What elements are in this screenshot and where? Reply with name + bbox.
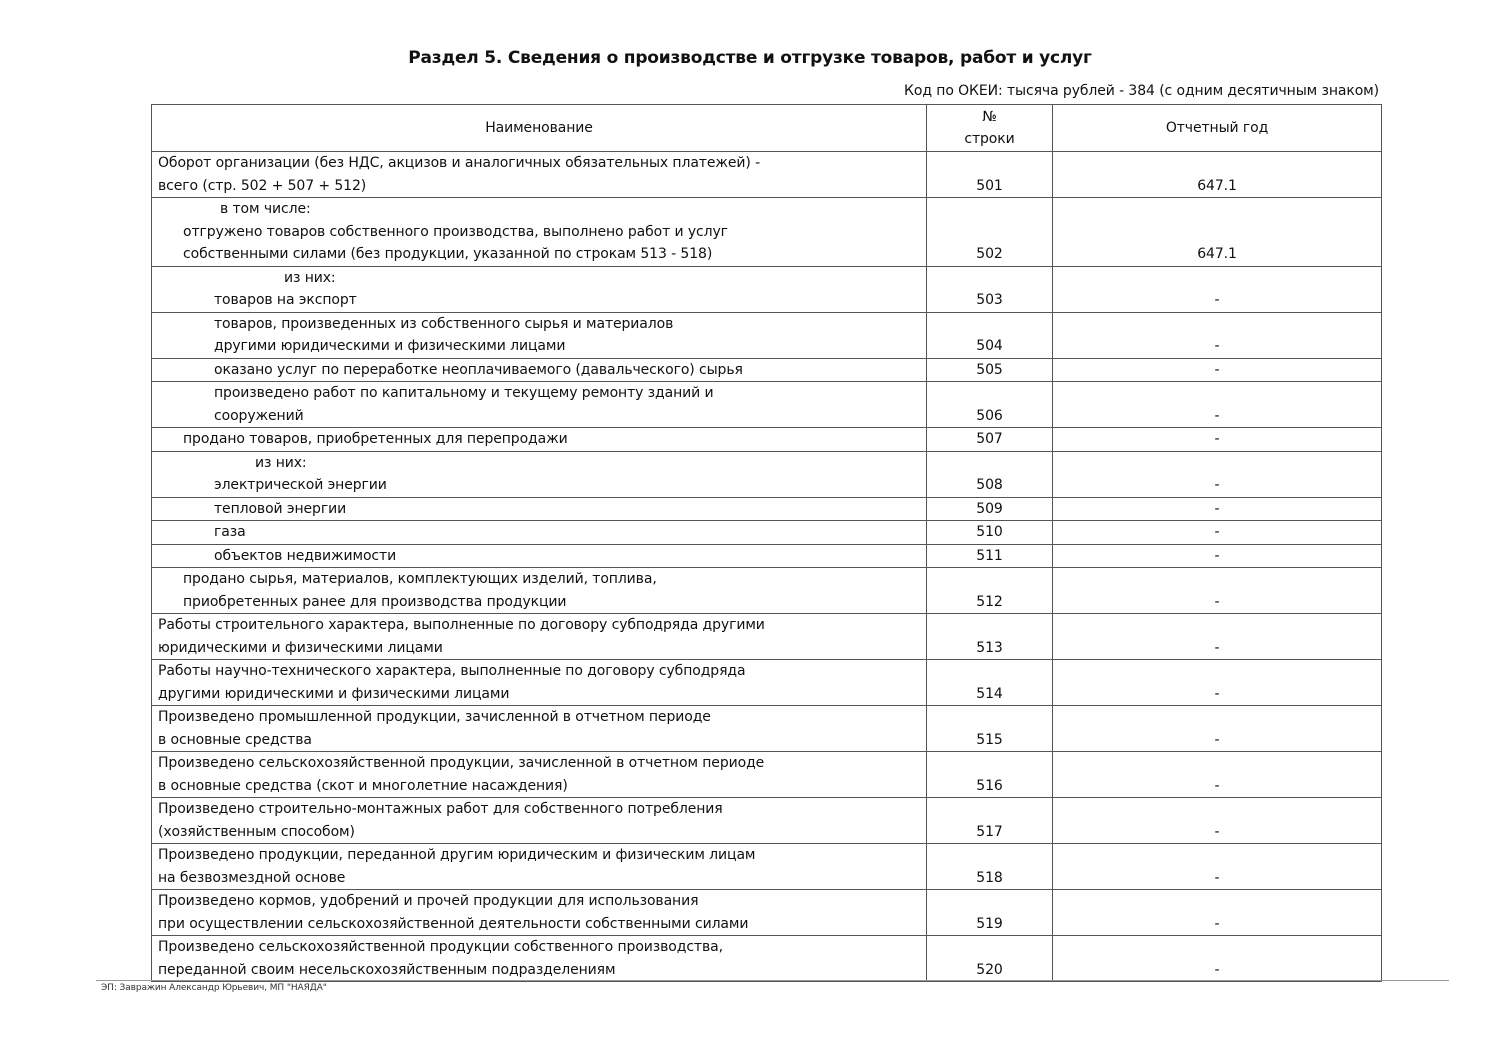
name-line: при осуществлении сельскохозяйственной деятельности собственными силами [158,915,749,932]
name-line: Оборот организации (без НДС, акцизов и аналогичных обязательных платежей) - [158,155,761,171]
row-number: 502 [927,198,1053,267]
name-line: Произведено промышленной продукции, зачисленной в отчетном периоде [158,709,711,725]
row-number: 508 [927,451,1053,497]
name-line: в основные средства (скот и многолетние насаждения) [158,777,568,794]
row-name [152,428,927,452]
header-reporting-year: Отчетный год [1053,105,1382,152]
header-number-sign: № [982,109,997,125]
name-line: Работы строительного характера, выполненные по договору субподряда другими [158,617,765,633]
row-name [152,798,927,844]
name-line: приобретенных ранее для производства продукции [183,593,567,610]
row-number: 507 [927,428,1053,452]
row-value: - [1053,752,1382,798]
row-value: - [1053,428,1382,452]
row-name [152,752,927,798]
row-value: - [1053,568,1382,614]
name-line: из них: [255,454,307,471]
row-name [152,497,927,521]
row-number: 505 [927,358,1053,382]
table-row [152,544,1382,568]
name-line: сооружений [214,407,304,424]
name-line: объектов недвижимости [214,547,397,564]
row-number: 515 [927,706,1053,752]
row-value: - [1053,451,1382,497]
name-line: газа [214,524,246,540]
name-line: Произведено строительно-монтажных работ для собственного потребления [158,801,723,817]
row-number: 511 [927,544,1053,568]
name-line: товаров на экспорт [214,292,357,308]
okei-unit-note: Код по ОКЕИ: тысяча рублей - 384 (с одним десятичным знаком) [904,83,1379,99]
table-row [152,358,1382,382]
row-number: 504 [927,312,1053,358]
table-row [152,890,1382,936]
table-header-row [152,105,1382,152]
row-value: - [1053,382,1382,428]
row-value: - [1053,844,1382,890]
row-number: 506 [927,382,1053,428]
row-number: 518 [927,844,1053,890]
electronic-signature-footer: ЭП: Завражин Александр Юрьевич, МП "НАЯДА" [101,983,327,993]
footer-divider [96,980,1449,981]
name-line: другими юридическими и физическими лицами [158,685,510,702]
name-line: в основные средства [158,731,312,748]
row-name [152,890,927,936]
row-number: 520 [927,936,1053,982]
row-number: 501 [927,152,1053,198]
row-name [152,358,927,382]
row-value: - [1053,798,1382,844]
row-value: - [1053,614,1382,660]
row-name [152,312,927,358]
row-number: 519 [927,890,1053,936]
name-line: (хозяйственным способом) [158,823,355,840]
table-row [152,198,1382,267]
name-line: другими юридическими и физическими лицами [214,338,566,354]
name-line: на безвозмездной основе [158,869,346,886]
row-name [152,382,927,428]
production-shipment-table [151,104,1382,982]
name-line: произведено работ по капитальному и текущему ремонту зданий и [214,385,714,401]
row-name [152,660,927,706]
name-line: товаров, произведенных из собственного сырья и материалов [214,315,674,332]
row-value: - [1053,266,1382,312]
name-line: всего (стр. 502 + 507 + 512) [158,177,367,194]
header-line-number [927,105,1053,152]
row-value: - [1053,497,1382,521]
name-line: Произведено сельскохозяйственной продукции собственного производства, [158,939,723,955]
row-name [152,844,927,890]
row-name [152,614,927,660]
row-number: 512 [927,568,1053,614]
row-value: - [1053,521,1382,545]
table-row [152,152,1382,198]
row-value: 647.1 [1053,152,1382,198]
name-line: продано товаров, приобретенных для перепродажи [183,431,568,447]
row-value: - [1053,890,1382,936]
name-line: Произведено продукции, переданной другим юридическим и физическим лицам [158,847,756,863]
row-value: - [1053,544,1382,568]
row-name [152,936,927,982]
row-name [152,198,927,267]
table-row [152,312,1382,358]
row-value: - [1053,660,1382,706]
row-value: - [1053,706,1382,752]
table-row [152,568,1382,614]
name-line: электрической энергии [214,477,387,493]
table-row [152,451,1382,497]
row-number: 509 [927,497,1053,521]
table-row [152,521,1382,545]
row-number: 510 [927,521,1053,545]
name-line: из них: [284,269,336,286]
row-number: 516 [927,752,1053,798]
section-title: Раздел 5. Сведения о производстве и отгрузке товаров, работ и услуг [408,48,1092,68]
table-row [152,798,1382,844]
name-line: Работы научно-технического характера, выполненные по договору субподряда [158,663,746,679]
table-row [152,382,1382,428]
row-value: - [1053,312,1382,358]
table-row [152,428,1382,452]
name-line: переданной своим несельскохозяйственным подразделениям [158,961,616,978]
row-number: 503 [927,266,1053,312]
row-name [152,266,927,312]
header-line-word: строки [964,131,1015,147]
name-line: тепловой энергии [214,500,347,517]
name-line: в том числе: [220,201,311,217]
row-value: 647.1 [1053,198,1382,267]
row-number: 514 [927,660,1053,706]
row-name [152,544,927,568]
table-row [152,266,1382,312]
name-line: продано сырья, материалов, комплектующих изделий, топлива, [183,571,657,587]
row-number: 513 [927,614,1053,660]
name-line: Произведено кормов, удобрений и прочей продукции для использования [158,893,699,909]
row-name [152,521,927,545]
row-name [152,451,927,497]
name-line: оказано услуг по переработке неоплачиваемого (давальческого) сырья [214,361,743,378]
name-line: юридическими и физическими лицами [158,639,443,656]
table-row [152,844,1382,890]
table-row [152,706,1382,752]
header-name: Наименование [152,105,927,152]
row-name [152,568,927,614]
name-line: собственными силами (без продукции, указанной по строкам 513 - 518) [183,246,713,262]
table-row [152,497,1382,521]
table-row [152,660,1382,706]
row-value: - [1053,936,1382,982]
row-name [152,706,927,752]
row-value: - [1053,358,1382,382]
name-line: отгружено товаров собственного производства, выполнено работ и услуг [183,223,728,240]
name-line: Произведено сельскохозяйственной продукции, зачисленной в отчетном периоде [158,755,765,771]
table-row [152,936,1382,982]
row-number: 517 [927,798,1053,844]
row-name [152,152,927,198]
table-row [152,614,1382,660]
table-row [152,752,1382,798]
